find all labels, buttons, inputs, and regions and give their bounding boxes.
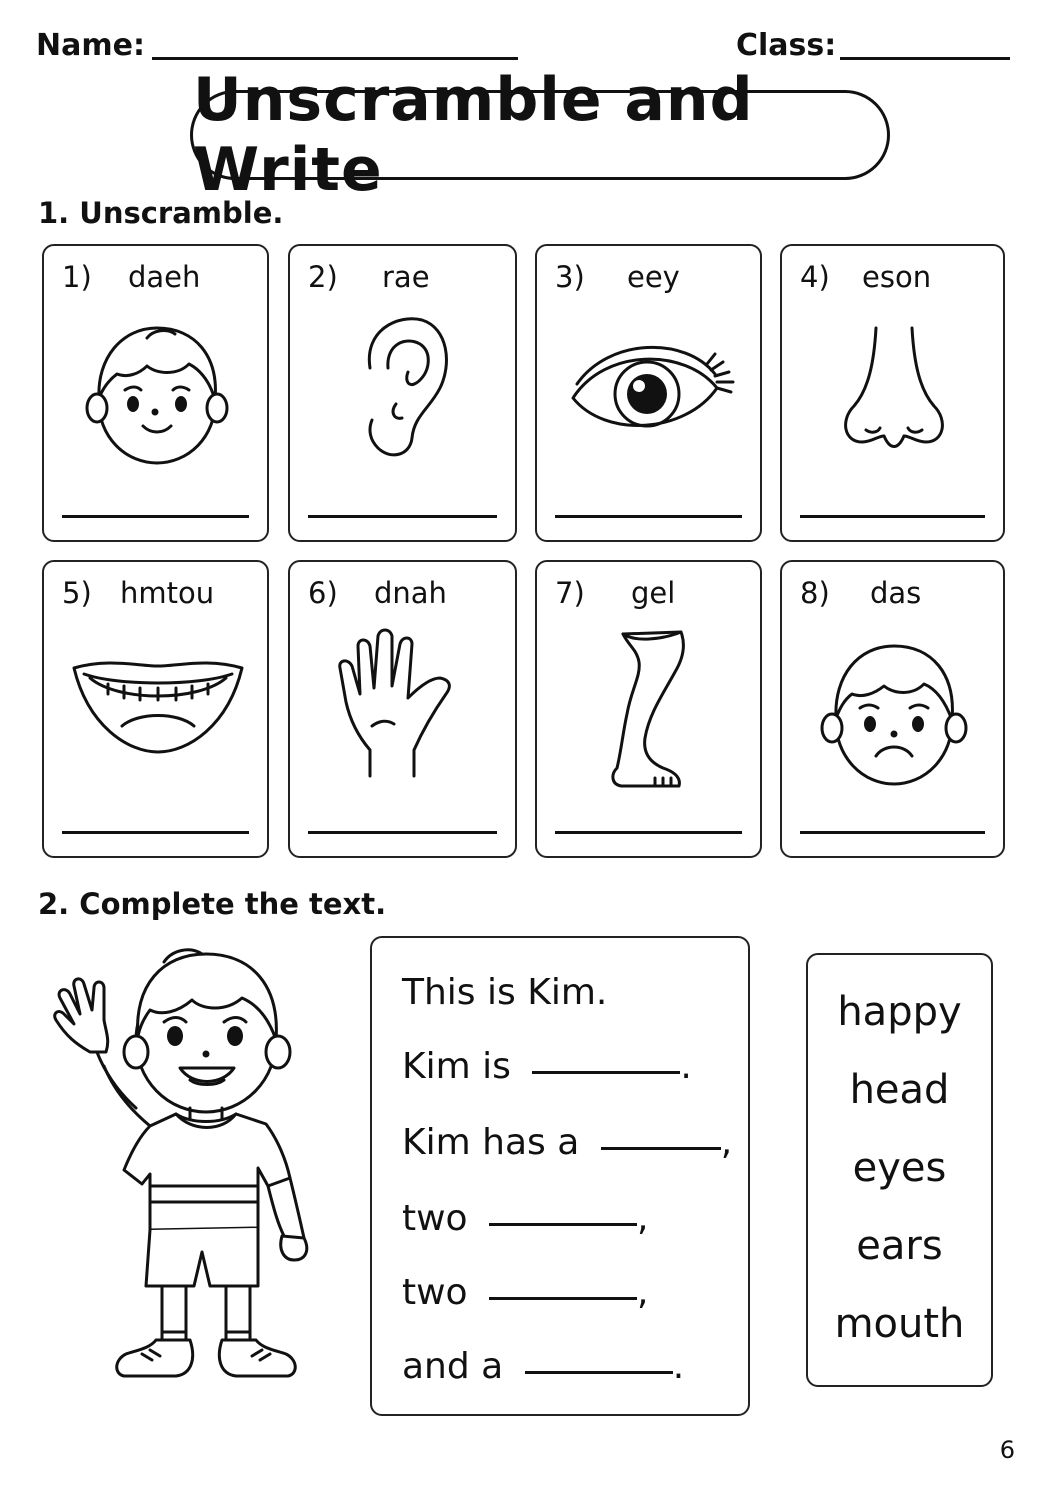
leg-icon: [601, 628, 701, 793]
class-label: Class:: [736, 28, 837, 63]
name-line[interactable]: [152, 57, 518, 60]
nose-icon: [838, 324, 953, 459]
sad-face-icon: [814, 624, 974, 789]
word-bank-item: eyes: [852, 1145, 947, 1191]
boy-head-icon: [77, 308, 237, 468]
scrambled-word: gel: [631, 576, 676, 610]
hand-icon: [334, 624, 479, 789]
card-7: [535, 560, 762, 858]
answer-line[interactable]: [308, 515, 497, 518]
blank-line[interactable]: [489, 1223, 637, 1226]
section2-heading: 2. Complete the text.: [38, 887, 387, 921]
line-text: two: [402, 1198, 468, 1239]
line-punct: .: [680, 1046, 692, 1087]
eye-icon: [565, 328, 740, 448]
word-bank-item: head: [849, 1067, 950, 1113]
line-text: and a: [402, 1346, 504, 1387]
card-1: [42, 244, 269, 542]
section1-heading: 1. Unscramble.: [38, 196, 284, 230]
card-4: [780, 244, 1005, 542]
scrambled-word: daeh: [128, 260, 201, 294]
text-line-5: [402, 1272, 649, 1313]
mouth-icon: [68, 656, 248, 766]
card-number: 3): [555, 260, 585, 294]
blank-line[interactable]: [489, 1297, 637, 1300]
line-punct: ,: [637, 1272, 649, 1313]
line-punct: .: [672, 1346, 685, 1387]
page-number: 6: [999, 1436, 1015, 1464]
card-number: 4): [800, 260, 830, 294]
page-title: Unscramble and Write: [193, 65, 754, 205]
line-punct: ,: [637, 1198, 649, 1239]
complete-text-box: [370, 936, 750, 1416]
name-label: Name:: [36, 28, 145, 63]
text-line-6: [402, 1346, 684, 1387]
text-line-4: [402, 1198, 649, 1239]
word-bank: [806, 953, 993, 1387]
scrambled-word: hmtou: [120, 576, 215, 610]
word-bank-item: mouth: [834, 1301, 965, 1347]
answer-line[interactable]: [555, 831, 742, 834]
answer-line[interactable]: [62, 515, 249, 518]
card-number: 6): [308, 576, 338, 610]
card-number: 5): [62, 576, 92, 610]
kim-waving-boy-icon: [46, 940, 316, 1410]
scrambled-word: eey: [627, 260, 680, 294]
card-number: 1): [62, 260, 92, 294]
card-2: [288, 244, 517, 542]
blank-line[interactable]: [525, 1371, 673, 1374]
card-3: [535, 244, 762, 542]
scrambled-word: rae: [382, 260, 430, 294]
answer-line[interactable]: [62, 831, 249, 834]
text-line-1: [402, 972, 607, 1013]
card-6: [288, 560, 517, 858]
scrambled-word: eson: [862, 260, 932, 294]
line-text: This is Kim.: [402, 972, 608, 1013]
card-number: 2): [308, 260, 338, 294]
word-bank-item: happy: [837, 989, 962, 1035]
answer-line[interactable]: [800, 831, 985, 834]
blank-line[interactable]: [601, 1147, 721, 1150]
answer-line[interactable]: [308, 831, 497, 834]
title-banner: [190, 65, 890, 205]
text-line-2: [402, 1046, 692, 1087]
ear-icon: [350, 308, 460, 468]
scrambled-word: das: [870, 576, 922, 610]
card-number: 8): [800, 576, 830, 610]
line-text: two: [402, 1272, 468, 1313]
line-text: Kim is: [402, 1046, 511, 1087]
answer-line[interactable]: [555, 515, 742, 518]
blank-line[interactable]: [532, 1071, 680, 1074]
answer-line[interactable]: [800, 515, 985, 518]
word-bank-item: ears: [856, 1223, 943, 1269]
card-8: [780, 560, 1005, 858]
card-number: 7): [555, 576, 585, 610]
text-line-3: [402, 1122, 732, 1163]
class-line[interactable]: [840, 57, 1010, 60]
line-punct: ,: [720, 1122, 733, 1163]
scrambled-word: dnah: [374, 576, 447, 610]
card-5: [42, 560, 269, 858]
line-text: Kim has a: [402, 1122, 580, 1163]
